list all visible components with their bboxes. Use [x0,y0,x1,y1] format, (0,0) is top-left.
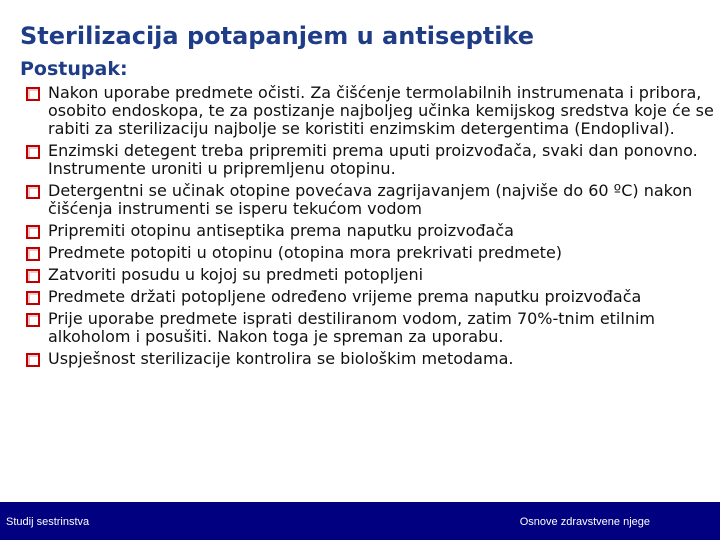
footer-bar [0,502,720,540]
list-item [26,244,714,262]
footer-course-label: Studij sestrinstva [6,516,90,528]
list-item [26,182,714,218]
square-bullet-icon [26,291,40,305]
slide-title: Sterilizacija potapanjem u antiseptike [20,22,535,50]
list-item-text: Prije uporabe predmete isprati destiliranom vodom, zatim 70%-tnim etilnim alkoholom i posušiti. Nakon toga je spreman za uporabu. [48,309,655,346]
list-item-text: Nakon uporabe predmete očisti. Za čišćenje termolabilnih instrumenata i pribora, osobito endoskopa, te za postizanje najboljeg učinka kemijskog sredstva koje će se rabiti za sterilizaciju najbolje se koristiti enzimskim detergentima (Endoplival). [48,83,714,138]
list-item [26,288,714,306]
list-item-text: Pripremiti otopinu antiseptika prema naputku proizvođača [48,221,514,240]
list-item-text: Uspješnost sterilizacije kontrolira se biološkim metodama. [48,349,514,368]
procedure-list [26,84,714,372]
list-item [26,266,714,284]
square-bullet-icon [26,185,40,199]
square-bullet-icon [26,313,40,327]
square-bullet-icon [26,353,40,367]
square-bullet-icon [26,87,40,101]
list-item-text: Predmete potopiti u otopinu (otopina mora prekrivati predmete) [48,243,563,262]
square-bullet-icon [26,145,40,159]
square-bullet-icon [26,269,40,283]
list-item-text: Zatvoriti posudu u kojoj su predmeti potopljeni [48,265,424,284]
square-bullet-icon [26,247,40,261]
list-item-text: Predmete držati potopljene određeno vrijeme prema naputku proizvođača [48,287,642,306]
list-item [26,84,714,138]
list-item [26,350,714,368]
slide-subtitle: Postupak: [20,58,128,80]
square-bullet-icon [26,225,40,239]
list-item [26,222,714,240]
footer-subject-label: Osnove zdravstvene njege [519,516,650,528]
list-item [26,310,714,346]
list-item-text: Detergentni se učinak otopine povećava zagrijavanjem (najviše do 60 ºC) nakon čišćenja instrumenti se isperu tekućom vodom [48,181,693,218]
list-item [26,142,714,178]
list-item-text: Enzimski detegent treba pripremiti prema uputi proizvođača, svaki dan ponovno. Instrumente uroniti u pripremljenu otopinu. [48,141,698,178]
